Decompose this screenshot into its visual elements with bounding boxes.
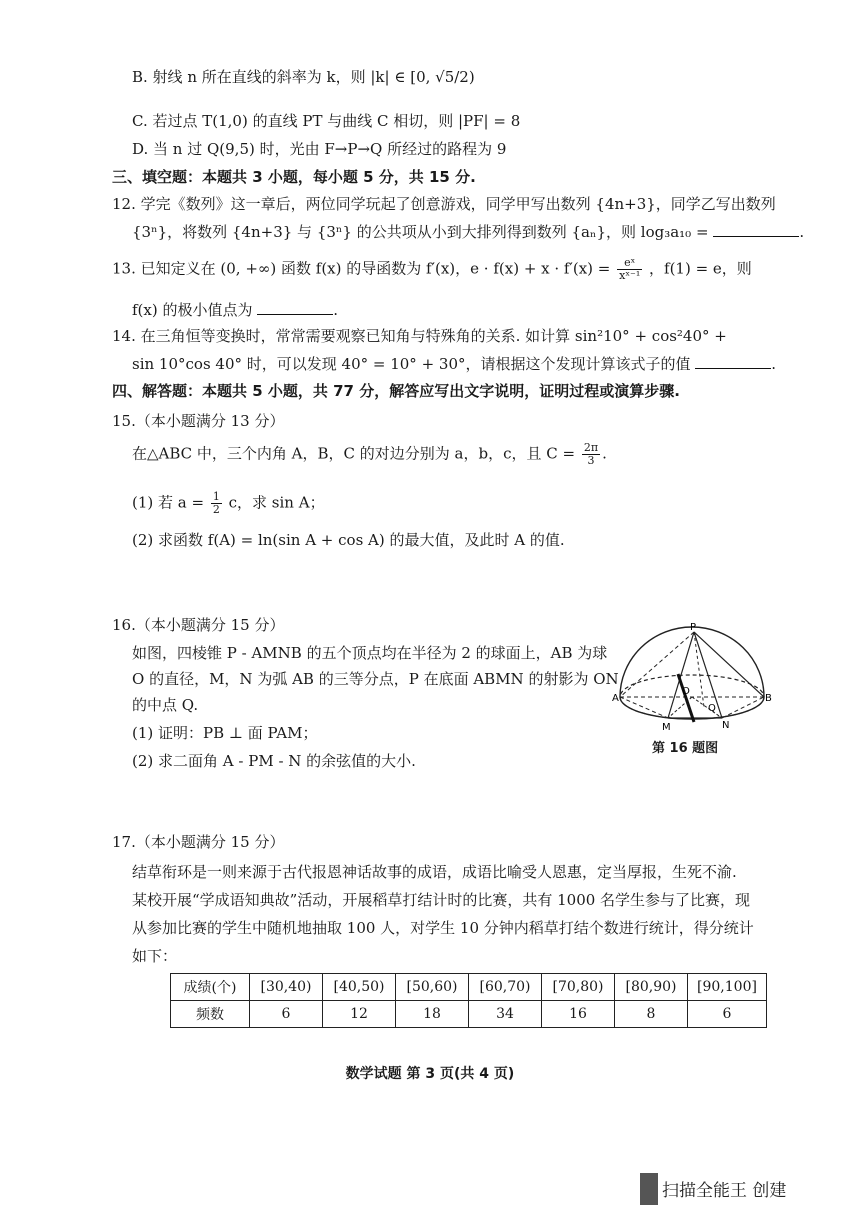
label-n: N [722,720,730,731]
label-p: P [690,622,697,633]
fraction-15-denominator: 3 [587,454,595,467]
figure-caption: 第 16 题图 [652,741,719,756]
table-cell-count: 16 [542,1001,615,1028]
table-cell-count: 6 [250,1001,323,1028]
question-15-stem-text: 在△ABC 中，三个内角 A，B，C 的对边分别为 a，b，c，且 C = [132,444,576,463]
question-17-heading: 17.（本小题满分 15 分） [112,833,285,851]
table-row [171,974,767,1001]
question-16-part-2: (2) 求二面角 A - PM - N 的余弦值的大小. [132,752,416,770]
fraction-15-angle [582,442,600,467]
question-12-text: {3ⁿ}，将数列 {4n+3} 与 {3ⁿ} 的公共项从小到大排列得到数列 {aₙ}，则 log₃a₁₀ = [132,223,709,241]
table-cell-count: 18 [396,1001,469,1028]
fraction-half-denominator: 2 [212,503,220,516]
qr-code-icon [640,1173,658,1205]
segment-on [692,697,722,718]
table-cell-count: 34 [469,1001,542,1028]
table-row-label: 频数 [171,1001,250,1028]
question-12-line-2: {3ⁿ}，将数列 {4n+3} 与 {3ⁿ} 的公共项从小到大排列得到数列 {aₙ}，则 log₃a₁₀ = . [132,223,805,241]
fraction-13-numerator: eˣ [617,257,642,270]
fraction-15-half [211,491,222,516]
table-cell-range: [30,40) [250,974,323,1001]
section-answer-heading: 四、解答题：本题共 5 小题，共 77 分，解答应写出文字说明，证明过程或演算步骤. [112,382,680,400]
table-row [171,1001,767,1028]
table-cell-count: 12 [323,1001,396,1028]
edge-nb [722,697,764,718]
fraction-13 [617,257,642,282]
table-cell-count: 8 [615,1001,688,1028]
scanner-watermark [640,1170,845,1210]
question-17-line-2: 某校开展“学成语知典故”活动，开展稻草打结计时的比赛，共有 1000 名学生参与了比赛，现 [132,891,751,909]
question-14-text: sin 10°cos 40° 时，可以发现 40° = 10° + 30°，请根据这个发现计算该式子的值 [132,355,691,373]
answer-blank-12[interactable] [713,222,799,237]
section-fill-in-heading: 三、填空题：本题共 3 小题，每小题 5 分，共 15 分. [112,168,476,186]
option-c: C. 若过点 T(1,0) 的直线 PT 与曲线 C 相切，则 |PF| = 8 [132,112,521,130]
question-15-part-2: (2) 求函数 f(A) = ln(sin A + cos A) 的最大值，及此时 A 的值. [132,531,565,549]
answer-blank-14[interactable] [695,354,771,369]
question-13-line-2: f(x) 的极小值点为 . [132,301,339,319]
question-17-line-4: 如下： [132,947,178,965]
option-b: B. 射线 n 所在直线的斜率为 k，则 |k| ∈ [0, √5/2) [132,68,475,86]
question-16-line-2: O 的直径，M，N 为弧 AB 的三等分点，P 在底面 ABMN 的射影为 ON [132,670,619,688]
question-14-line-1: 14. 在三角恒等变换时，常常需要观察已知角与特殊角的关系. 如计算 sin²10° + cos²40° + [112,327,727,345]
table-cell-range: [70,80) [542,974,615,1001]
segment-pq [694,632,704,707]
hemisphere-figure [612,622,772,732]
label-o: O [682,686,690,697]
question-15-part-1-lead: (1) 若 a = [132,493,205,512]
question-17-line-3: 从参加比赛的学生中随机地抽取 100 人，对学生 10 分钟内稻草打结个数进行统计，得分统计 [132,919,754,937]
fraction-13-denominator: xˣ⁻¹ [619,269,641,282]
table-cell-range: [40,50) [323,974,396,1001]
table-cell-range: [60,70) [469,974,542,1001]
question-15-heading: 15.（本小题满分 13 分） [112,412,285,430]
table-cell-count: 6 [688,1001,767,1028]
page-footer: 数学试题 第 3 页(共 4 页) [345,1066,515,1082]
question-13-ask: f(x) 的极小值点为 [132,301,253,319]
question-16-part-1: (1) 证明：PB ⊥ 面 PAM； [132,724,318,742]
question-16-line-1: 如图，四棱锥 P - AMNB 的五个顶点均在半径为 2 的球面上，AB 为球 [132,644,608,662]
label-q: Q [708,703,716,714]
table-cell-range: [80,90) [615,974,688,1001]
fraction-half-numerator: 1 [212,490,220,503]
question-14-line-2: sin 10°cos 40° 时，可以发现 40° = 10° + 30°，请根据这个发现计算该式子的值 . [132,355,777,373]
table-cell-range: [90,100] [688,974,767,1001]
question-13-condition: ，f(1) = e，则 [649,259,752,278]
edge-pm [668,632,694,718]
table-header-label: 成绩(个) [171,974,250,1001]
table-cell-range: [50,60) [396,974,469,1001]
question-15-stem: 在△ABC 中，三个内角 A，B，C 的对边分别为 a，b，c，且 C = $\frac{2\pi}{3}$ . [132,441,607,467]
question-16-line-3: 的中点 Q. [132,696,199,714]
question-17-line-1: 结草衔环是一则来源于古代报恩神话故事的成语，成语比喻受人恩惠，定当厚报，生死不渝. [132,863,737,881]
question-13-line-1 [112,257,752,282]
watermark-text: 扫描全能王 创建 [662,1181,787,1201]
question-12-line-1: 12. 学完《数列》这一章后，两位同学玩起了创意游戏，同学甲写出数列 {4n+3}，同学乙写出数列 [112,195,776,213]
label-b: B [765,693,772,704]
question-15-part-1 [132,491,325,516]
answer-blank-13[interactable] [257,300,333,315]
score-frequency-table [170,973,767,1028]
label-m: M [662,722,671,732]
fraction-15-numerator: 2π [583,441,599,454]
label-a: A [612,693,619,704]
question-13-text: 13. 已知定义在 (0, +∞) 函数 f(x) 的导函数为 f′(x)，e · f(x) + x · f′(x) = [112,259,611,278]
option-d: D. 当 n 过 Q(9,5) 时，光由 F→P→Q 所经过的路程为 9 [132,140,507,158]
question-15-part-1-tail: c，求 sin A； [228,493,325,512]
question-16-heading: 16.（本小题满分 15 分） [112,616,285,634]
